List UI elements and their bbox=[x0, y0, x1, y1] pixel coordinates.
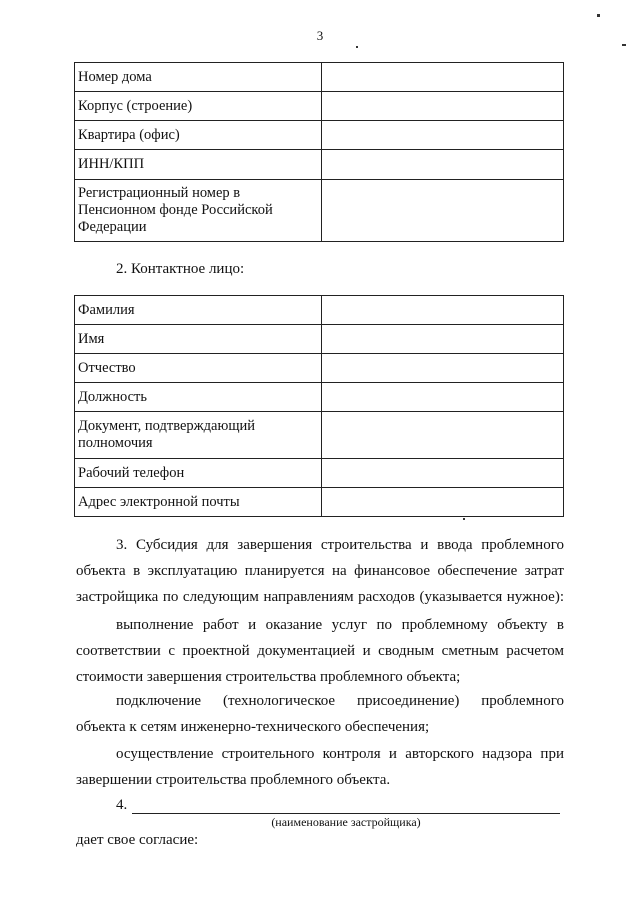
row-label-email: Адрес электронной почты bbox=[75, 488, 322, 517]
row-label-building: Корпус (строение) bbox=[75, 92, 322, 121]
row-label-house-number: Номер дома bbox=[75, 63, 322, 92]
table-row bbox=[75, 150, 564, 180]
row-label-surname: Фамилия bbox=[75, 296, 322, 325]
expense-item-connection-line-2: объекта к сетям инженерно-технического обеспечения; bbox=[76, 719, 430, 735]
expense-item-connection-line-1: подключение (технологическое присоединение) проблемного bbox=[116, 693, 564, 709]
row-value-authority-document[interactable] bbox=[322, 412, 564, 459]
table-row bbox=[75, 121, 564, 150]
expense-item-supervision bbox=[76, 741, 564, 793]
row-label-apartment: Квартира (офис) bbox=[75, 121, 322, 150]
expense-item-works bbox=[76, 612, 564, 690]
row-value-building[interactable] bbox=[322, 92, 564, 121]
table-row bbox=[75, 296, 564, 325]
expense-item-supervision-line-2: завершении строительства проблемного объекта. bbox=[76, 772, 391, 788]
section-3-line-3: застройщика по следующим направлениям расходов (указывается нужное): bbox=[76, 589, 564, 605]
expense-item-works-line-1: выполнение работ и оказание услуг по проблемному объекту в bbox=[116, 617, 564, 633]
row-value-first-name[interactable] bbox=[322, 325, 564, 354]
scan-speck bbox=[597, 14, 600, 17]
table-row bbox=[75, 180, 564, 242]
row-label-position: Должность bbox=[75, 383, 322, 412]
row-value-work-phone[interactable] bbox=[322, 459, 564, 488]
section-3-line-1: 3. Субсидия для завершения строительства и ввода проблемного bbox=[116, 537, 564, 553]
expense-item-connection bbox=[76, 688, 564, 740]
consent-text: дает свое согласие: bbox=[76, 832, 199, 848]
row-value-patronymic[interactable] bbox=[322, 354, 564, 383]
section-3-intro bbox=[76, 532, 564, 610]
expense-item-works-line-3: стоимости завершения строительства проблемного объекта; bbox=[76, 669, 461, 685]
row-value-email[interactable] bbox=[322, 488, 564, 517]
row-label-authority-document: Документ, подтверждающий полномочия bbox=[75, 412, 322, 459]
row-value-house-number[interactable] bbox=[322, 63, 564, 92]
section-3-line-2: объекта в эксплуатацию планируется на финансовое обеспечение затрат bbox=[76, 563, 564, 579]
table-row bbox=[75, 354, 564, 383]
developer-name-caption: (наименование застройщика) bbox=[271, 815, 421, 829]
row-value-apartment[interactable] bbox=[322, 121, 564, 150]
table-row bbox=[75, 383, 564, 412]
row-value-inn-kpp[interactable] bbox=[322, 150, 564, 180]
developer-details-table bbox=[74, 62, 564, 242]
table-row bbox=[75, 325, 564, 354]
contact-person-table bbox=[74, 295, 564, 517]
section-4-number: 4. bbox=[116, 797, 128, 813]
row-label-patronymic: Отчество bbox=[75, 354, 322, 383]
developer-name-blank-line[interactable] bbox=[132, 813, 560, 814]
row-value-position[interactable] bbox=[322, 383, 564, 412]
scan-speck bbox=[622, 44, 626, 46]
expense-item-supervision-line-1: осуществление строительного контроля и авторского надзора при bbox=[116, 746, 564, 762]
table-row bbox=[75, 459, 564, 488]
scan-speck bbox=[463, 518, 465, 520]
table-row bbox=[75, 92, 564, 121]
table-row bbox=[75, 412, 564, 459]
section-2-heading: 2. Контактное лицо: bbox=[116, 261, 245, 277]
scan-speck bbox=[356, 46, 358, 48]
row-label-work-phone: Рабочий телефон bbox=[75, 459, 322, 488]
expense-item-works-line-2: соответствии с проектной документацией и сводным сметным расчетом bbox=[76, 643, 564, 659]
row-label-inn-kpp: ИНН/КПП bbox=[75, 150, 322, 180]
row-value-pension-fund-number[interactable] bbox=[322, 180, 564, 242]
row-label-first-name: Имя bbox=[75, 325, 322, 354]
row-value-surname[interactable] bbox=[322, 296, 564, 325]
page-number: 3 bbox=[316, 28, 324, 43]
table-row bbox=[75, 488, 564, 517]
table-row bbox=[75, 63, 564, 92]
row-label-pension-fund-number: Регистрационный номер в Пенсионном фонде Российской Федерации bbox=[75, 180, 322, 242]
